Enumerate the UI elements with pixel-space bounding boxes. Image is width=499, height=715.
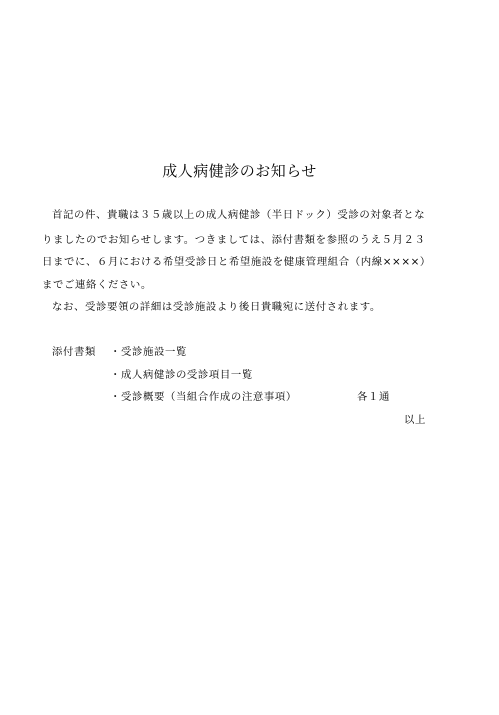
body-line-3: 日までに、６月における希望受診日と希望施設を健康管理組合（内線××××） bbox=[42, 256, 431, 268]
body-line-1: 首記の件、貴職は３５歳以上の成人病健診（半日ドック）受診の対象者とな bbox=[52, 209, 426, 221]
attachments-count: 各１通 bbox=[357, 391, 390, 403]
notice-title: 成人病健診のお知らせ bbox=[162, 162, 317, 180]
attachments-label: 添付書類 bbox=[52, 346, 96, 358]
closing-text: 以上 bbox=[404, 414, 426, 426]
attachment-item-facility-list: ・受診施設一覧 bbox=[110, 346, 187, 358]
body-line-4: までご連絡ください。 bbox=[42, 279, 152, 291]
body-line-2: りましたのでお知らせします。つきましては、添付書類を参照のうえ５月２３ bbox=[42, 234, 426, 246]
attachment-item-exam-items: ・成人病健診の受診項目一覧 bbox=[110, 369, 253, 381]
attachment-item-overview: ・受診概要（当組合作成の注意事項） bbox=[110, 391, 297, 403]
body-line-5: なお、受診要領の詳細は受診施設より後日貴職宛に送付されます。 bbox=[52, 301, 381, 313]
